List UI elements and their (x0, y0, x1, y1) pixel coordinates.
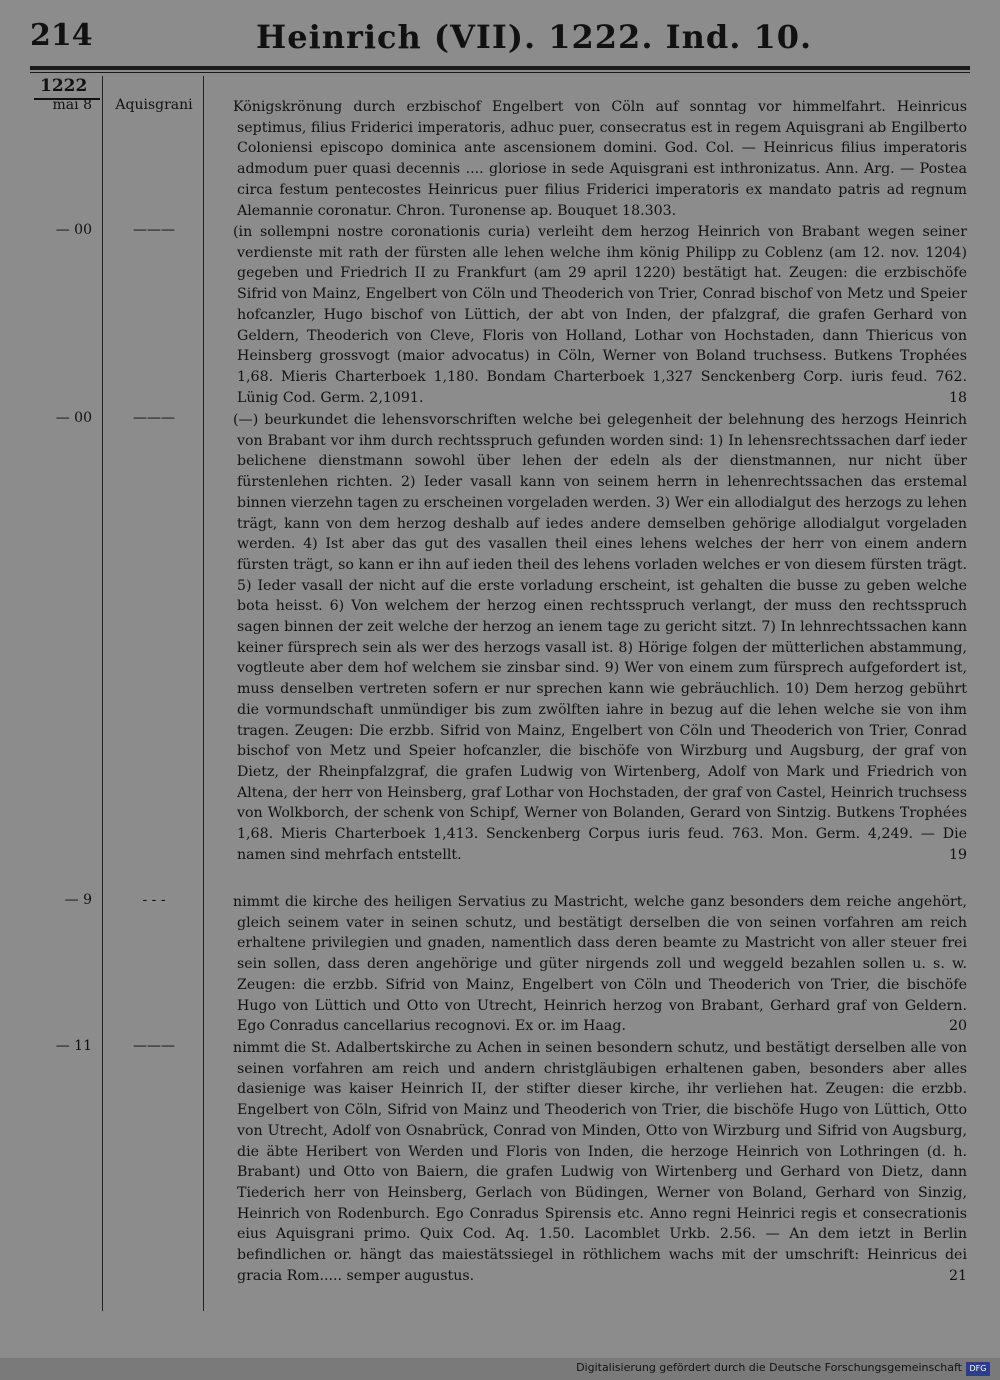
entry-text-block (207, 1038, 967, 1286)
header-rule (30, 66, 970, 70)
entry-text: nimmt die kirche des heiligen Servatius zu Mastricht, welche ganz besonders dem reiche angehört, gleich seinem vater in seinen schutz, und bestätigt derselben die von seinen vorfahren am reich erhaltene privilegien und gnaden, namentlich dass deren beamte zu Mastricht von aller steuer frei sein sollen, dass deren angehörige und güter nirgends zoll und weggeld bezahlen sollen u. s. w. Zeugen: die erzbb. Sifrid von Mainz, Engelbert von Cöln und Theoderich von Trier, die bischöfe Hugo von Lüttich und Otto von Utrecht, Heinrich herzog von Brabant, Gerhard graf von Geldern. Ego Conradus cancellarius recognovi. Ex or. im Haag. (233, 894, 967, 1035)
column-divider-date (102, 76, 103, 1311)
entry-date: — 9 (64, 892, 92, 908)
entry-place: ——— (133, 410, 175, 426)
funding-notice: Digitalisierung gefördert durch die Deutsche Forschungsgemeinschaft (576, 1361, 962, 1374)
entry-text: nimmt die St. Adalbertskirche zu Achen in seinen besondern schutz, und bestätigt derselben alle von seinen vorfahren am reich und andern christgläubigen erhaltenen gaben, besonders aber alles dasienige was kaiser Heinrich II, der stifter dieser kirche, ihr verliehen hat. Zeugen: die erzbb. Engelbert von Cöln, Sifrid von Mainz und Theoderich von Trier, die bischöfe Hugo von Lüttich, Otto von Utrecht, Adolf von Osnabrück, Conrad von Minden, Otto von Wirzburg und Sifrid von Augsburg, die äbte Heribert von Werden und Floris von Inden, die herzoge Heinrich von Lothringen (d. h. Brabant) und Otto von Baiern, die grafen Ludwig von Wirtenberg und Gerhard von Dietz, dann Tiederich herr von Heinsberg, Gerlach von Büdingen, Werner von Boland, Gerhard von Sinzig, Heinrich von Rodenburch. Ego Conradus Spirensis etc. Anno regni Heinrici regis et consecrationis eius Aquisgrani primo. Quix Cod. Aq. 1.50. Lacomblet Urkb. 2.56. — An dem ietzt in Berlin befindlichen or. hängt das maiestätssiegel in röthlichem wachs mit der umschrift: Heinricus dei gracia Rom..... semper augustus. (233, 1040, 967, 1284)
page-header (0, 14, 1000, 62)
entry-place: ——— (133, 1038, 175, 1054)
entry-date: — 00 (55, 410, 92, 426)
entry-place: - - - (142, 892, 166, 908)
entry-text-block (207, 892, 967, 1037)
column-divider-place (203, 76, 204, 1311)
entry-number: 18 (948, 389, 967, 406)
header-rule-thin (30, 72, 970, 73)
footer-bar (0, 1358, 1000, 1380)
page-number: 214 (30, 18, 93, 53)
entry-number: 19 (948, 846, 967, 863)
entry-text: Königskrönung durch erzbischof Engelbert von Cöln auf sonntag vor himmelfahrt. Heinricus septimus, filius Friderici imperatoris, adhuc puer, consecratus est in regem Aquisgrani ab Engilberto Coloniensi episcopo dominica ante ascensionem domini. God. Col. — Heinricus filius imperatoris admodum puer quasi decennis .... gloriose in sede Aquisgrani est inthronizatus. Ann. Arg. — Postea circa festum pentecostes Heinricus puer filius Friderici imperatoris ex mandato patris ad regnum Alemannie coronatur. Chron. Turonense ap. Bouquet 18.303. (233, 99, 967, 219)
entry-date: mai 8 (52, 97, 92, 113)
entry-text-block (207, 222, 967, 408)
entry-number: 21 (948, 1267, 967, 1284)
entry-place: ——— (133, 222, 175, 238)
year-heading: 1222 (40, 76, 88, 96)
entry-text-block (207, 410, 967, 865)
entry-text: (in sollempni nostre coronationis curia) verleiht dem herzog Heinrich von Brabant wegen seiner verdienste mit rath der fürsten alle lehen welche ihm könig Philipp zu Coblenz (am 12. nov. 1204) gegeben und Friedrich II zu Frankfurt (am 29 april 1220) bestätigt hat. Zeugen: die erzbischöfe Sifrid von Mainz, Engelbert von Cöln und Theoderich von Trier, Conrad bischof von Metz und Speier hofcanzler, Hugo bischof von Lüttich, der abt von Inden, der pfalzgraf, die grafen Gerhard von Geldern, Theoderich von Cleve, Floris von Holland, Lothar von Hochstaden, dann Thiericus von Heinsberg grossvogt (maior advocatus) in Cöln, Werner von Boland truchsess. Butkens Trophées 1,68. Mieris Charterboek 1,180. Bondam Charterboek 1,327 Senckenberg Corp. iuris feud. 762. Lünig Cod. Germ. 2,1091. (233, 224, 967, 406)
entry-date: — 00 (55, 222, 92, 238)
entry-text: (—) beurkundet die lehensvorschriften welche bei gelegenheit der belehnung des herzogs Heinrich von Brabant vor ihm durch rechtsspruch gefunden worden sind: 1) In lehensrechtssachen darf ieder belichene dienstmann sowohl über lehen der edeln als der dienstmannen, nur nicht über fürstenlehen richten. 2) Ieder vasall kann von seinem herrn in lehenrechtssachen das erstemal binnen vierzehn tagen zu erscheinen vorgeladen werden. 3) Wer ein allodialgut des herzogs zu lehen trägt, kann von dem herzog deshalb auf iedes andere demselben gehörige allodialgut vorgeladen werden. 4) Ist aber das gut des vasallen theil eines lehens welches der herr von einem andern fürsten trägt, so kann er ihn auf ieden theil des lehens vorladen welches er von diesem fürsten trägt. 5) Ieder vasall der nicht auf die erste vorladung erscheint, ist gehalten die busse zu geben welche bota heisst. 6) Von welchem der herzog einen rechtsspruch verlangt, der muss den rechtsspruch sagen binnen der zeit welche der herzog an ienem tage zu gericht sitzt. 7) In lehnrechtssachen kann keiner fürsprech sein als wer des herzogs vasall ist. 8) Hörige folgen der mütterlichen abstammung, vogtleute aber dem hof welchem sie zinsbar sind. 9) Wer von einem zum fürsprech aufgefordert ist, muss denselben vertreten sofern er nur sprechen kann wie gebräuchlich. 10) Dem herzog gebührt die vormundschaft unmündiger bis zum zwölften iahre in bezug auf die lehen welche sie von ihm tragen. Zeugen: Die erzbb. Sifrid von Mainz, Engelbert von Cöln und Theoderich von Trier, Conrad bischof von Metz und Speier hofcanzler, die bischöfe von Wirzburg und Augsburg, der graf von Dietz, der Rheinpfalzgraf, die grafen Ludwig von Wirtenberg, Adolf von Mark und Friedrich von Altena, der herr von Heinsberg, graf Lothar von Hochstaden, der graf von Castel, Heinrich truchsess von Wolkborch, der schenk von Schipf, Werner von Bolanden, Gerard von Sintzig. Butkens Trophées 1,68. Mieris Charterboek 1,413. Senckenberg Corpus iuris feud. 763. Mon. Germ. 4,249. — Die namen sind mehrfach entstellt. (233, 412, 967, 863)
running-title: Heinrich (VII). 1222. Ind. 10. (256, 18, 813, 56)
dfg-logo-icon[interactable]: DFG (966, 1362, 990, 1376)
entry-date: — 11 (55, 1038, 92, 1054)
entry-place: Aquisgrani (115, 97, 193, 113)
entry-number: 20 (948, 1018, 967, 1035)
entry-text-block (207, 97, 967, 221)
